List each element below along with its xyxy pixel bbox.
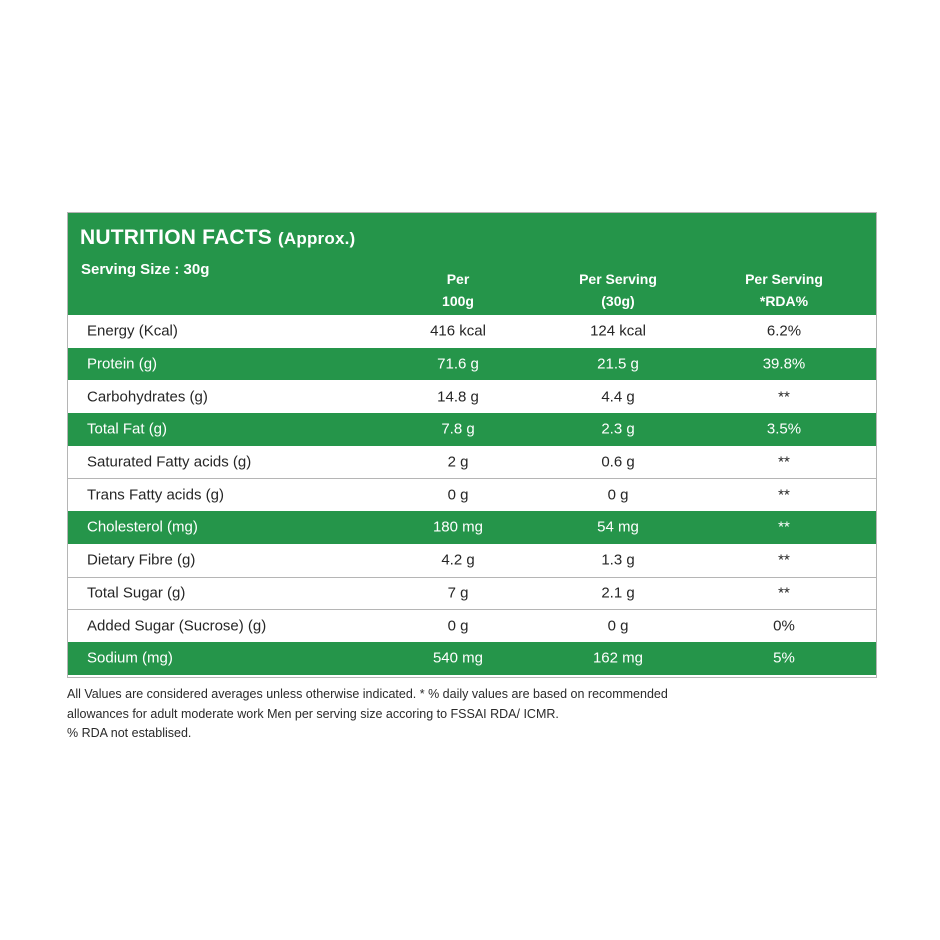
value-per-serving: 2.3 g <box>601 420 635 438</box>
value-per-serving: 4.4 g <box>601 388 635 406</box>
value-per-serving: 162 mg <box>592 649 644 667</box>
value-rda: 0% <box>773 617 795 635</box>
column-header-per-100g <box>408 268 508 312</box>
column-header-line2: 100g <box>442 293 474 309</box>
value-per-serving: 21.5 g <box>597 355 639 373</box>
column-header-line1: Per <box>446 271 470 287</box>
value-per-100g: 0 g <box>447 617 469 635</box>
value-rda: 39.8% <box>762 355 806 373</box>
column-header-line2: *RDA% <box>759 293 809 309</box>
nutrient-label: Total Fat (g) <box>87 420 168 438</box>
column-header-per-serving <box>558 268 678 312</box>
value-per-serving: 124 kcal <box>590 322 646 340</box>
value-rda: ** <box>778 584 790 602</box>
nutrient-label: Energy (Kcal) <box>87 322 178 340</box>
value-rda: 6.2% <box>766 322 802 340</box>
value-per-100g: 416 kcal <box>430 322 486 340</box>
value-per-100g: 4.2 g <box>441 551 475 569</box>
table-row <box>68 315 876 348</box>
value-per-100g: 71.6 g <box>437 355 479 373</box>
nutrient-label: Cholesterol (mg) <box>87 518 198 536</box>
nutrient-label: Carbohydrates (g) <box>87 388 208 406</box>
table-row <box>68 609 876 642</box>
table-header <box>68 213 876 315</box>
value-per-serving: 0 g <box>607 486 629 504</box>
value-per-100g: 180 mg <box>432 518 484 536</box>
column-header-line1: Per Serving <box>579 271 657 287</box>
table-title <box>80 226 355 250</box>
value-per-100g: 14.8 g <box>437 388 479 406</box>
title-suffix: (Approx.) <box>278 229 356 248</box>
value-rda: ** <box>778 388 790 406</box>
footnote-line: allowances for adult moderate work Men per serving size accoring to FSSAI RDA/ ICMR. <box>67 706 559 721</box>
value-per-serving: 0.6 g <box>601 453 635 471</box>
value-rda: 5% <box>773 649 795 667</box>
value-per-100g: 0 g <box>447 486 469 504</box>
nutrient-label: Sodium (mg) <box>87 649 173 667</box>
table-row <box>68 446 876 479</box>
value-per-100g: 2 g <box>447 453 469 471</box>
table-body <box>68 315 876 675</box>
value-per-100g: 540 mg <box>432 649 484 667</box>
column-header-line2: (30g) <box>601 293 635 309</box>
column-header-line1: Per Serving <box>745 271 823 287</box>
value-per-serving: 2.1 g <box>601 584 635 602</box>
value-rda: ** <box>778 486 790 504</box>
value-per-serving: 1.3 g <box>601 551 635 569</box>
footnote <box>67 685 867 744</box>
value-per-serving: 0 g <box>607 617 629 635</box>
table-row <box>68 348 876 381</box>
table-row <box>68 642 876 675</box>
nutrient-label: Dietary Fibre (g) <box>87 551 196 569</box>
value-rda: 3.5% <box>766 420 802 438</box>
serving-size: Serving Size : 30g <box>81 261 210 278</box>
table-row <box>68 478 876 511</box>
value-rda: ** <box>778 551 790 569</box>
table-row <box>68 413 876 446</box>
nutrition-facts-table <box>67 212 877 678</box>
nutrient-label: Trans Fatty acids (g) <box>87 486 224 504</box>
title-text: NUTRITION FACTS <box>80 226 272 249</box>
nutrient-label: Saturated Fatty acids (g) <box>87 453 252 471</box>
nutrient-label: Protein (g) <box>87 355 158 373</box>
value-rda: ** <box>778 453 790 471</box>
footnote-line: % RDA not establised. <box>67 726 192 740</box>
value-rda: ** <box>778 518 790 536</box>
value-per-serving: 54 mg <box>597 518 639 536</box>
value-per-100g: 7.8 g <box>441 420 475 438</box>
table-row <box>68 577 876 610</box>
table-row <box>68 380 876 413</box>
nutrient-label: Added Sugar (Sucrose) (g) <box>87 617 267 635</box>
nutrient-label: Total Sugar (g) <box>87 584 186 602</box>
footnote-line: All Values are considered averages unless otherwise indicated. * % daily values are based on recommended <box>67 687 668 701</box>
column-header-rda <box>724 268 844 312</box>
table-row <box>68 511 876 544</box>
value-per-100g: 7 g <box>447 584 469 602</box>
table-row <box>68 544 876 577</box>
